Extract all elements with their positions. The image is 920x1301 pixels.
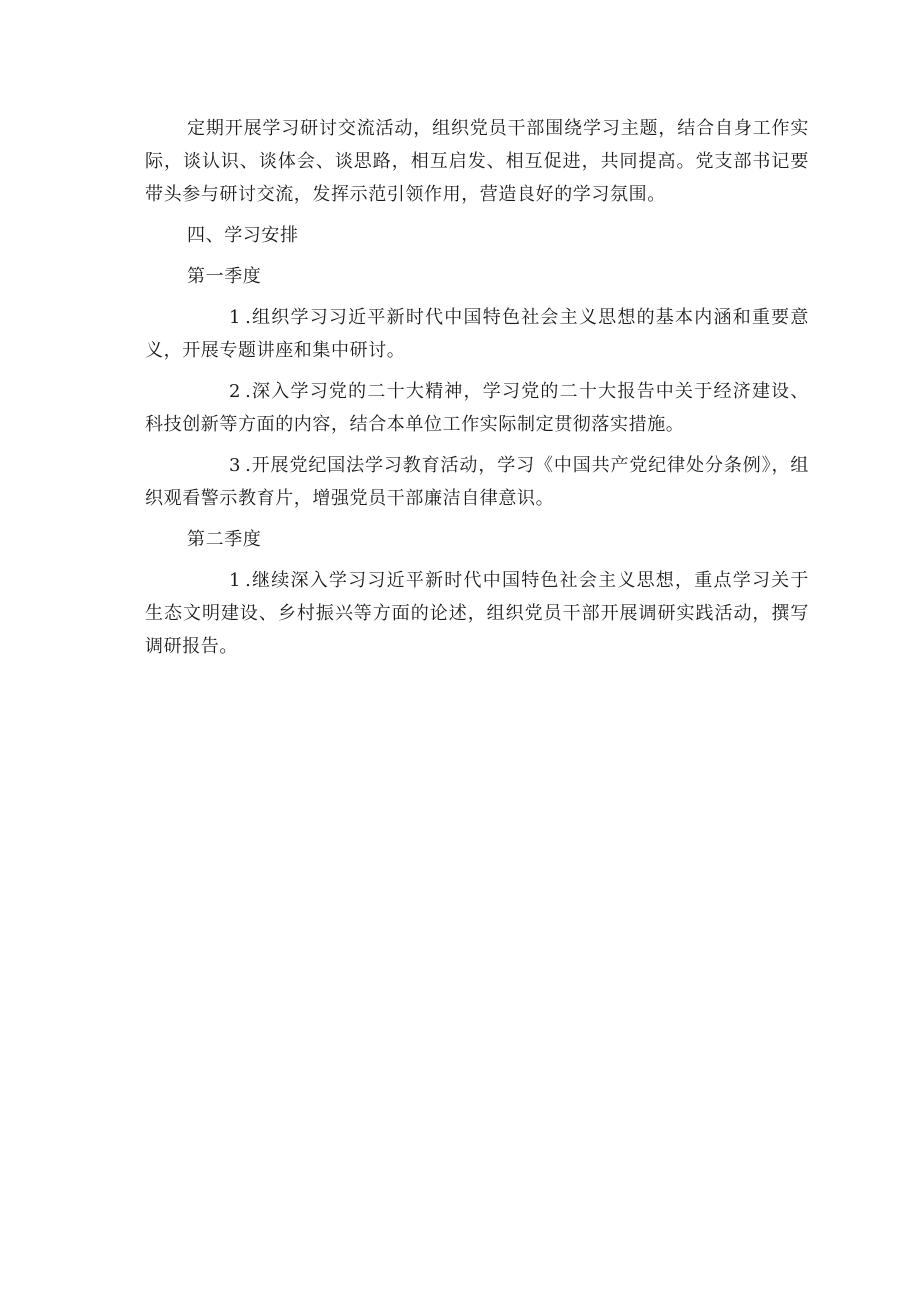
quarter-1-item-2	[145, 375, 809, 441]
quarter-1-item-1	[145, 301, 809, 367]
quarter-1-heading: 第一季度	[187, 266, 262, 287]
item-text: .继续深入学习习近平新时代中国特色社会主义思想，重点学习关于生态文明建设、乡村振兴等方面的论述，组织党员干部开展调研实践活动，撰写调研报告。	[145, 570, 809, 657]
quarter-2-heading: 第二季度	[187, 529, 262, 550]
document-body	[145, 112, 809, 671]
item-number: 1	[229, 570, 242, 591]
quarter-1-item-3	[145, 449, 809, 515]
paragraph-discussion: 定期开展学习研讨交流活动，组织党员干部围绕学习主题，结合自身工作实际，谈认识、谈体会、谈思路，相互启发、相互促进，共同提高。党支部书记要带头参与研讨交流，发挥示范引领作用，营造良好的学习氛围。	[145, 118, 809, 205]
quarter-2-item-1	[145, 564, 809, 663]
section-heading: 四、学习安排	[187, 225, 299, 246]
item-text: .组织学习习近平新时代中国特色社会主义思想的基本内涵和重要意义，开展专题讲座和集中研讨。	[145, 307, 809, 361]
item-number: 1	[229, 307, 242, 328]
item-text: .深入学习党的二十大精神，学习党的二十大报告中关于经济建设、科技创新等方面的内容，结合本单位工作实际制定贯彻落实措施。	[145, 381, 809, 435]
item-text: .开展党纪国法学习教育活动，学习《中国共产党纪律处分条例》，组织观看警示教育片，增强党员干部廉洁自律意识。	[145, 455, 809, 509]
item-number: 3	[229, 455, 242, 476]
item-number: 2	[229, 381, 242, 402]
